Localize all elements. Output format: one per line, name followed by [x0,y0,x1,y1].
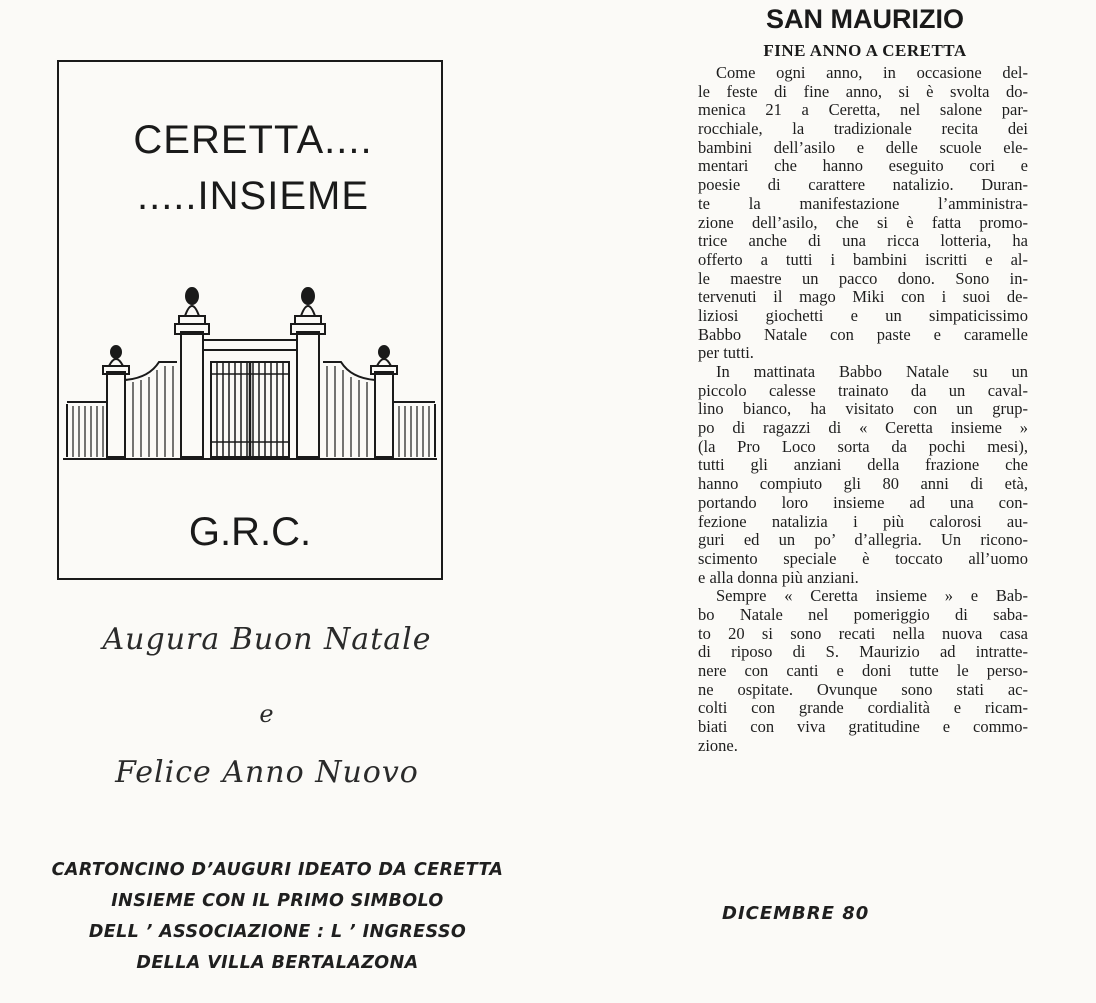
article-line: tervenuti il mago Miki con i suoi de- [698,287,1028,307]
article-line: scimento speciale è toccato all’uomo [698,548,1028,568]
article-line: zione. [698,735,738,755]
article-line: menica 21 a Ceretta, nel salone par- [698,100,1028,120]
article-line: zione dell’asilo, che si è fatta promo- [698,212,1028,232]
article-line: Come ogni anno, in occasione del- [716,63,1028,82]
article-line: liziosi giochetti e un simpaticissimo [698,305,1028,325]
article-line: le maestre un pacco dono. Sono in- [698,268,1028,288]
article-line: per tutti. [698,343,754,363]
article-heading: SAN MAURIZIO [766,4,964,34]
article-line: colti con grande cordialità e ricam- [698,698,1028,718]
caption-line: DELL ’ ASSOCIAZIONE : L ’ INGRESSO [88,922,467,942]
article-line: (la Pro Loco sorta da pochi mesi), [698,436,1028,456]
article-line: hanno compiuto gli 80 anni di età, [698,474,1028,494]
article-line: to 20 si sono recati nella nuova casa [698,623,1028,643]
article-line: Sempre « Ceretta insieme » e Bab- [716,586,1028,606]
article-line: nere con canti e doni tutte le perso- [698,661,1028,680]
article-line: In mattinata Babbo Natale su un [716,362,1028,381]
greeting-line-happy-new-year: Felice Anno Nuovo [115,755,419,790]
article-line: fezione natalizia i più calorosi au- [698,511,1028,531]
article-line: rocchiale, la tradizionale recita dei [698,119,1028,139]
greeting-card-frame [57,60,443,580]
caption-line: DELLA VILLA BERTALAZONA [136,953,419,973]
article-line: offerto a tutti i bambini iscritti e al- [698,249,1028,269]
greeting-line-and: e [259,700,275,728]
article-subheading: FINE ANNO A CERETTA [763,41,967,60]
article-line: guri ed un po’ d’allegria. Un ricono- [698,530,1028,550]
card-caption [40,855,515,979]
article-line: piccolo calesse trainato da un caval- [698,380,1028,400]
caption-line: CARTONCINO D’AUGURI IDEATO DA CERETTA [51,860,504,880]
article-line: di riposo di S. Maurizio ad intratte- [698,642,1028,662]
article-line: po di ragazzi di « Ceretta insieme » [698,418,1028,438]
article-body [698,64,1028,755]
villa-gate-illustration [59,282,441,502]
article-line: poesie di carattere natalizio. Duran- [698,175,1028,195]
article-line: Babbo Natale con paste e caramelle [698,324,1028,344]
article-line: trice anche di una ricca lotteria, ha [698,231,1028,251]
article-line: lino bianco, ha visitato con un grup- [698,399,1028,419]
article-line: e alla donna più anziani. [698,567,859,587]
article-line: bambini dell’asilo e delle scuole ele- [698,137,1028,157]
article-line: ne ospitate. Ovunque sono stati ac- [698,679,1028,699]
article-line: portando loro insieme ad una con- [698,492,1028,512]
card-title-line2: .....INSIEME [136,174,370,218]
article-line: le feste di fine anno, si è svolta do- [698,81,1028,101]
article-line: bo Natale nel pomeriggio di saba- [698,604,1028,624]
article-line: tutti gli anziani della frazione che [698,455,1028,475]
card-subtitle: G.R.C. [188,510,312,554]
article-line: mentari che hanno eseguito cori e [698,156,1028,176]
greeting-line-merry-christmas: Augura Buon Natale [102,622,432,657]
article-line: biati con viva gratitudine e commo- [698,717,1028,737]
article-date: DICEMBRE 80 [722,903,870,924]
article-line: te la manifestazione l’amministra- [698,193,1028,213]
caption-line: INSIEME CON IL PRIMO SIMBOLO [111,891,444,911]
card-title-line1: CERETTA.... [133,118,373,162]
